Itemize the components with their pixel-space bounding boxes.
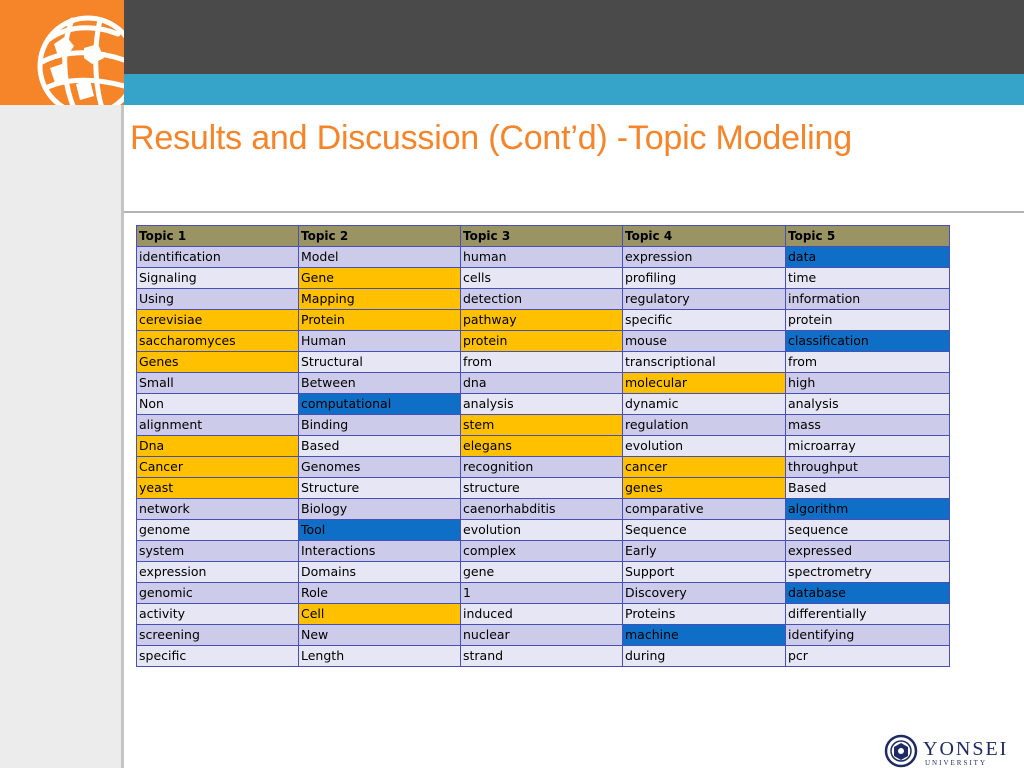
table-cell: human <box>461 247 623 268</box>
table-row <box>137 499 950 520</box>
table-header-row <box>137 226 950 247</box>
table-cell: Between <box>299 373 461 394</box>
table-cell: Mapping <box>299 289 461 310</box>
table-row <box>137 310 950 331</box>
table-row <box>137 520 950 541</box>
table-cell: Gene <box>299 268 461 289</box>
table-cell: recognition <box>461 457 623 478</box>
table-row <box>137 604 950 625</box>
table-cell: information <box>786 289 950 310</box>
table-cell: pathway <box>461 310 623 331</box>
title-divider <box>124 211 1024 213</box>
left-panel <box>0 105 121 768</box>
table-cell: genomic <box>137 583 299 604</box>
table-row <box>137 289 950 310</box>
table-cell: algorithm <box>786 499 950 520</box>
table-cell: pcr <box>786 646 950 667</box>
table-cell: alignment <box>137 415 299 436</box>
slide-title: Results and Discussion (Cont’d) -Topic Modeling <box>130 119 852 157</box>
table-cell: genes <box>623 478 786 499</box>
table-row <box>137 457 950 478</box>
logo-name: YONSEI <box>923 738 1009 760</box>
table-cell: strand <box>461 646 623 667</box>
table-cell: classification <box>786 331 950 352</box>
table-row <box>137 562 950 583</box>
table-row <box>137 541 950 562</box>
table-cell: complex <box>461 541 623 562</box>
table-cell: sequence <box>786 520 950 541</box>
table-cell: analysis <box>461 394 623 415</box>
table-cell: machine <box>623 625 786 646</box>
table-cell: Cell <box>299 604 461 625</box>
column-header: Topic 3 <box>461 226 623 247</box>
table-row <box>137 268 950 289</box>
table-cell: dna <box>461 373 623 394</box>
university-emblem-icon <box>881 734 921 768</box>
table-cell: yeast <box>137 478 299 499</box>
table-cell: stem <box>461 415 623 436</box>
table-cell: protein <box>786 310 950 331</box>
table-cell: throughput <box>786 457 950 478</box>
table-cell: differentially <box>786 604 950 625</box>
table-cell: comparative <box>623 499 786 520</box>
table-cell: Early <box>623 541 786 562</box>
table-cell: Biology <box>299 499 461 520</box>
table-cell: molecular <box>623 373 786 394</box>
table-cell: from <box>461 352 623 373</box>
header-bar <box>0 0 1024 74</box>
table-cell: Genomes <box>299 457 461 478</box>
table-cell: Role <box>299 583 461 604</box>
table-cell: regulatory <box>623 289 786 310</box>
table-cell: mouse <box>623 331 786 352</box>
table-cell: Discovery <box>623 583 786 604</box>
table-row <box>137 394 950 415</box>
table-cell: Proteins <box>623 604 786 625</box>
table-body <box>137 247 950 667</box>
table-cell: genome <box>137 520 299 541</box>
table-row <box>137 436 950 457</box>
table-cell: regulation <box>623 415 786 436</box>
table-cell: evolution <box>461 520 623 541</box>
table-cell: identifying <box>786 625 950 646</box>
table-cell: 1 <box>461 583 623 604</box>
table-cell: detection <box>461 289 623 310</box>
table-row <box>137 646 950 667</box>
topic-table <box>136 225 950 667</box>
table-cell: cancer <box>623 457 786 478</box>
table-cell: elegans <box>461 436 623 457</box>
table-cell: expression <box>137 562 299 583</box>
table-cell: network <box>137 499 299 520</box>
table-row <box>137 247 950 268</box>
table-cell: profiling <box>623 268 786 289</box>
table-cell: dynamic <box>623 394 786 415</box>
table-cell: gene <box>461 562 623 583</box>
table-cell: Based <box>786 478 950 499</box>
table-cell: New <box>299 625 461 646</box>
table-cell: evolution <box>623 436 786 457</box>
table-row <box>137 373 950 394</box>
table-cell: structure <box>461 478 623 499</box>
table-cell: specific <box>137 646 299 667</box>
column-header: Topic 2 <box>299 226 461 247</box>
table-cell: screening <box>137 625 299 646</box>
table-cell: expressed <box>786 541 950 562</box>
table-cell: saccharomyces <box>137 331 299 352</box>
table-cell: spectrometry <box>786 562 950 583</box>
table-cell: Human <box>299 331 461 352</box>
table-cell: Non <box>137 394 299 415</box>
table-cell: Interactions <box>299 541 461 562</box>
table-row <box>137 478 950 499</box>
table-cell: transcriptional <box>623 352 786 373</box>
left-divider <box>121 105 124 768</box>
table-cell: induced <box>461 604 623 625</box>
table-cell: computational <box>299 394 461 415</box>
table-cell: protein <box>461 331 623 352</box>
table-cell: cerevisiae <box>137 310 299 331</box>
table-row <box>137 331 950 352</box>
table-cell: cells <box>461 268 623 289</box>
table-cell: Dna <box>137 436 299 457</box>
table-cell: from <box>786 352 950 373</box>
table-cell: high <box>786 373 950 394</box>
table-cell: Based <box>299 436 461 457</box>
table-cell: activity <box>137 604 299 625</box>
table-cell: Tool <box>299 520 461 541</box>
header-stripe <box>0 74 1024 105</box>
table-cell: Domains <box>299 562 461 583</box>
column-header: Topic 5 <box>786 226 950 247</box>
yonsei-logo <box>879 734 1024 768</box>
table-cell: Binding <box>299 415 461 436</box>
table-cell: identification <box>137 247 299 268</box>
table-cell: time <box>786 268 950 289</box>
table-cell: system <box>137 541 299 562</box>
table-cell: nuclear <box>461 625 623 646</box>
table-cell: data <box>786 247 950 268</box>
column-header: Topic 4 <box>623 226 786 247</box>
table-cell: Structural <box>299 352 461 373</box>
globe-icon <box>0 0 124 105</box>
table-cell: Signaling <box>137 268 299 289</box>
logo-block <box>0 0 124 105</box>
table-cell: caenorhabditis <box>461 499 623 520</box>
table-cell: Length <box>299 646 461 667</box>
table-cell: Support <box>623 562 786 583</box>
table-cell: Structure <box>299 478 461 499</box>
table-cell: Cancer <box>137 457 299 478</box>
table-cell: Model <box>299 247 461 268</box>
table-row <box>137 415 950 436</box>
table-cell: mass <box>786 415 950 436</box>
table-cell: Genes <box>137 352 299 373</box>
table-cell: Protein <box>299 310 461 331</box>
table-cell: Sequence <box>623 520 786 541</box>
column-header: Topic 1 <box>137 226 299 247</box>
table-cell: Small <box>137 373 299 394</box>
table-cell: analysis <box>786 394 950 415</box>
table-cell: specific <box>623 310 786 331</box>
table-cell: microarray <box>786 436 950 457</box>
table-cell: during <box>623 646 786 667</box>
table-cell: expression <box>623 247 786 268</box>
table-row <box>137 583 950 604</box>
table-row <box>137 625 950 646</box>
table-row <box>137 352 950 373</box>
table-cell: Using <box>137 289 299 310</box>
logo-subtitle: UNIVERSITY <box>925 759 987 767</box>
table-cell: database <box>786 583 950 604</box>
